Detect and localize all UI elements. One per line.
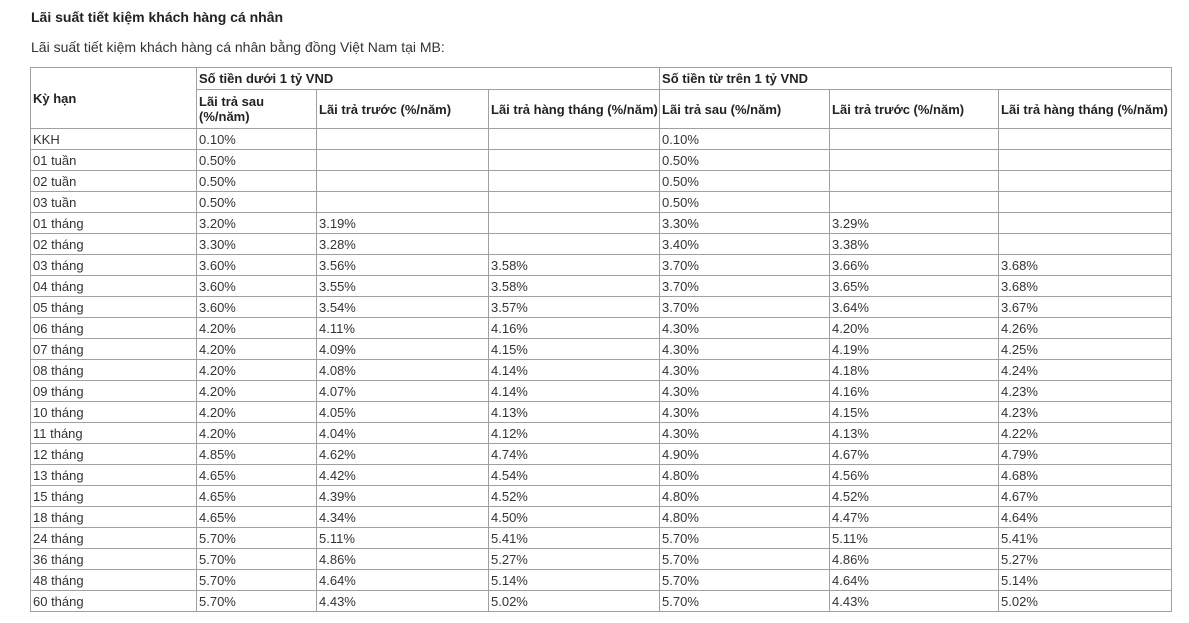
table-row [31,339,1172,360]
table-body [31,129,1172,612]
table-row [31,192,1172,213]
over-paid-after-cell: 3.70% [660,255,830,276]
over-paid-after-cell: 4.30% [660,381,830,402]
table-row [31,423,1172,444]
under-paid-before-cell: 5.11% [317,528,489,549]
under-paid-after-cell: 0.10% [197,129,317,150]
over-paid-before-cell: 3.29% [830,213,999,234]
term-cell: 11 tháng [31,423,197,444]
under-paid-before-cell: 4.07% [317,381,489,402]
under-paid-before-cell: 4.04% [317,423,489,444]
over-paid-before-cell [830,192,999,213]
over-paid-before-cell: 4.56% [830,465,999,486]
under-paid-after-cell: 4.20% [197,402,317,423]
under-paid-before-cell: 4.05% [317,402,489,423]
under-paid-before-cell: 3.19% [317,213,489,234]
over-paid-after-cell: 3.70% [660,276,830,297]
term-cell: 15 tháng [31,486,197,507]
under-paid-before-cell: 3.28% [317,234,489,255]
under-paid-before-cell [317,192,489,213]
under-paid-monthly-cell: 4.52% [489,486,660,507]
term-cell: 18 tháng [31,507,197,528]
under-paid-monthly-cell: 5.02% [489,591,660,612]
over-paid-monthly-cell: 3.68% [999,255,1172,276]
under-paid-after-cell: 4.20% [197,318,317,339]
over-paid-monthly-cell: 4.79% [999,444,1172,465]
over-paid-after-cell: 4.80% [660,465,830,486]
over-paid-monthly-cell: 5.27% [999,549,1172,570]
term-cell: 01 tháng [31,213,197,234]
subheader-under-paid-after: Lãi trả sau (%/năm) [197,90,317,129]
over-paid-after-cell: 4.80% [660,507,830,528]
under-paid-before-cell: 3.56% [317,255,489,276]
table-row [31,150,1172,171]
under-paid-after-cell: 3.20% [197,213,317,234]
under-paid-monthly-cell: 4.54% [489,465,660,486]
under-paid-monthly-cell: 3.58% [489,255,660,276]
over-paid-monthly-cell: 3.68% [999,276,1172,297]
over-paid-monthly-cell [999,192,1172,213]
table-row [31,591,1172,612]
under-paid-after-cell: 5.70% [197,570,317,591]
term-column-header: Kỳ hạn [31,68,197,129]
under-paid-before-cell: 4.34% [317,507,489,528]
under-paid-before-cell [317,171,489,192]
under-paid-before-cell: 4.39% [317,486,489,507]
term-cell: 10 tháng [31,402,197,423]
term-cell: 07 tháng [31,339,197,360]
table-row [31,465,1172,486]
term-cell: 60 tháng [31,591,197,612]
under-paid-after-cell: 3.30% [197,234,317,255]
over-paid-before-cell [830,150,999,171]
over-paid-after-cell: 4.80% [660,486,830,507]
subheader-under-paid-before: Lãi trả trước (%/năm) [317,90,489,129]
under-paid-after-cell: 0.50% [197,171,317,192]
over-paid-before-cell: 4.47% [830,507,999,528]
over-paid-after-cell: 0.50% [660,171,830,192]
term-cell: 01 tuần [31,150,197,171]
under-paid-after-cell: 5.70% [197,528,317,549]
over-paid-monthly-cell: 3.67% [999,297,1172,318]
over-paid-monthly-cell: 5.02% [999,591,1172,612]
under-paid-monthly-cell: 4.12% [489,423,660,444]
under-paid-after-cell: 3.60% [197,297,317,318]
over-paid-monthly-cell: 4.23% [999,381,1172,402]
term-cell: 13 tháng [31,465,197,486]
over-paid-before-cell: 4.19% [830,339,999,360]
under-paid-monthly-cell [489,171,660,192]
over-paid-before-cell: 4.16% [830,381,999,402]
table-row [31,276,1172,297]
subheader-over-paid-monthly: Lãi trả hàng tháng (%/năm) [999,90,1172,129]
over-paid-after-cell: 3.30% [660,213,830,234]
under-paid-monthly-cell: 4.74% [489,444,660,465]
table-caption: Lãi suất tiết kiệm khách hàng cá nhân bằng đồng Việt Nam tại MB: [31,39,445,55]
under-paid-before-cell: 3.54% [317,297,489,318]
table-row [31,318,1172,339]
table-row [31,444,1172,465]
over-paid-after-cell: 3.40% [660,234,830,255]
table-row [31,213,1172,234]
under-paid-monthly-cell: 3.58% [489,276,660,297]
under-paid-after-cell: 4.65% [197,507,317,528]
term-cell: 03 tháng [31,255,197,276]
under-paid-monthly-cell [489,234,660,255]
under-paid-after-cell: 3.60% [197,276,317,297]
table-row [31,549,1172,570]
over-paid-monthly-cell [999,171,1172,192]
over-paid-monthly-cell [999,129,1172,150]
term-cell: 09 tháng [31,381,197,402]
under-paid-before-cell: 4.86% [317,549,489,570]
over-paid-before-cell: 4.43% [830,591,999,612]
over-paid-before-cell [830,129,999,150]
over-paid-before-cell: 4.13% [830,423,999,444]
over-paid-before-cell: 4.18% [830,360,999,381]
term-cell: 03 tuần [31,192,197,213]
term-cell: 04 tháng [31,276,197,297]
over-paid-monthly-cell: 5.41% [999,528,1172,549]
under-paid-monthly-cell: 4.15% [489,339,660,360]
subheader-over-paid-before: Lãi trả trước (%/năm) [830,90,999,129]
table-row [31,570,1172,591]
over-paid-after-cell: 4.90% [660,444,830,465]
over-paid-after-cell: 4.30% [660,360,830,381]
table-row [31,381,1172,402]
over-paid-monthly-cell: 4.22% [999,423,1172,444]
over-paid-monthly-cell [999,234,1172,255]
table-row [31,129,1172,150]
interest-rate-table [30,67,1172,612]
over-paid-after-cell: 4.30% [660,402,830,423]
over-paid-after-cell: 4.30% [660,423,830,444]
page-heading: Lãi suất tiết kiệm khách hàng cá nhân [31,9,284,25]
over-paid-monthly-cell: 4.68% [999,465,1172,486]
table-row [31,402,1172,423]
under-paid-after-cell: 4.20% [197,339,317,360]
under-paid-after-cell: 5.70% [197,549,317,570]
under-paid-after-cell: 5.70% [197,591,317,612]
under-paid-before-cell: 4.43% [317,591,489,612]
under-paid-before-cell: 4.62% [317,444,489,465]
over-paid-before-cell: 4.64% [830,570,999,591]
term-cell: 02 tháng [31,234,197,255]
over-paid-monthly-cell: 5.14% [999,570,1172,591]
over-paid-before-cell: 4.86% [830,549,999,570]
under-paid-monthly-cell: 4.14% [489,381,660,402]
table-header-row [31,68,1172,90]
over-paid-after-cell: 3.70% [660,297,830,318]
under-paid-after-cell: 4.20% [197,423,317,444]
over-paid-monthly-cell: 4.67% [999,486,1172,507]
under-paid-monthly-cell: 4.14% [489,360,660,381]
term-cell: KKH [31,129,197,150]
under-paid-after-cell: 4.20% [197,360,317,381]
under-paid-after-cell: 4.85% [197,444,317,465]
over-paid-after-cell: 5.70% [660,549,830,570]
over-paid-monthly-cell [999,150,1172,171]
over-paid-before-cell: 4.20% [830,318,999,339]
under-paid-after-cell: 4.20% [197,381,317,402]
table-subheader-row [31,90,1172,129]
under-paid-monthly-cell: 4.13% [489,402,660,423]
under-paid-after-cell: 4.65% [197,486,317,507]
under-paid-before-cell: 4.64% [317,570,489,591]
term-cell: 08 tháng [31,360,197,381]
table-row [31,528,1172,549]
table-row [31,171,1172,192]
over-paid-before-cell: 4.15% [830,402,999,423]
under-paid-monthly-cell: 4.50% [489,507,660,528]
table-row [31,234,1172,255]
term-cell: 05 tháng [31,297,197,318]
term-cell: 02 tuần [31,171,197,192]
term-cell: 36 tháng [31,549,197,570]
table-row [31,507,1172,528]
under-paid-monthly-cell [489,192,660,213]
under-paid-monthly-cell: 5.41% [489,528,660,549]
table-row [31,255,1172,276]
over-paid-monthly-cell: 4.26% [999,318,1172,339]
over-paid-monthly-cell: 4.25% [999,339,1172,360]
under-paid-monthly-cell: 3.57% [489,297,660,318]
under-paid-before-cell: 4.42% [317,465,489,486]
over-paid-after-cell: 5.70% [660,570,830,591]
under-paid-before-cell: 4.09% [317,339,489,360]
over-paid-before-cell: 4.67% [830,444,999,465]
under-paid-monthly-cell [489,129,660,150]
over-paid-before-cell: 5.11% [830,528,999,549]
under-paid-monthly-cell: 5.27% [489,549,660,570]
under-paid-before-cell [317,150,489,171]
under-paid-monthly-cell [489,150,660,171]
over-paid-monthly-cell: 4.23% [999,402,1172,423]
over-paid-after-cell: 4.30% [660,318,830,339]
under-paid-before-cell: 4.08% [317,360,489,381]
over-paid-before-cell: 3.64% [830,297,999,318]
group-header-under-1-billion: Số tiền dưới 1 tỷ VND [197,68,660,90]
over-paid-after-cell: 0.50% [660,150,830,171]
subheader-under-paid-monthly: Lãi trả hàng tháng (%/năm) [489,90,660,129]
over-paid-before-cell: 3.66% [830,255,999,276]
under-paid-monthly-cell [489,213,660,234]
table-row [31,360,1172,381]
table-row [31,486,1172,507]
over-paid-monthly-cell: 4.64% [999,507,1172,528]
under-paid-after-cell: 4.65% [197,465,317,486]
over-paid-before-cell [830,171,999,192]
term-cell: 24 tháng [31,528,197,549]
under-paid-before-cell: 4.11% [317,318,489,339]
under-paid-before-cell: 3.55% [317,276,489,297]
over-paid-before-cell: 3.65% [830,276,999,297]
under-paid-monthly-cell: 4.16% [489,318,660,339]
over-paid-before-cell: 3.38% [830,234,999,255]
term-cell: 06 tháng [31,318,197,339]
under-paid-after-cell: 0.50% [197,192,317,213]
over-paid-monthly-cell [999,213,1172,234]
table-row [31,297,1172,318]
over-paid-monthly-cell: 4.24% [999,360,1172,381]
under-paid-before-cell [317,129,489,150]
subheader-over-paid-after: Lãi trả sau (%/năm) [660,90,830,129]
over-paid-before-cell: 4.52% [830,486,999,507]
over-paid-after-cell: 4.30% [660,339,830,360]
over-paid-after-cell: 5.70% [660,591,830,612]
group-header-over-1-billion: Số tiền từ trên 1 tỷ VND [660,68,1172,90]
under-paid-monthly-cell: 5.14% [489,570,660,591]
over-paid-after-cell: 0.50% [660,192,830,213]
under-paid-after-cell: 3.60% [197,255,317,276]
under-paid-after-cell: 0.50% [197,150,317,171]
term-cell: 48 tháng [31,570,197,591]
term-cell: 12 tháng [31,444,197,465]
over-paid-after-cell: 5.70% [660,528,830,549]
over-paid-after-cell: 0.10% [660,129,830,150]
